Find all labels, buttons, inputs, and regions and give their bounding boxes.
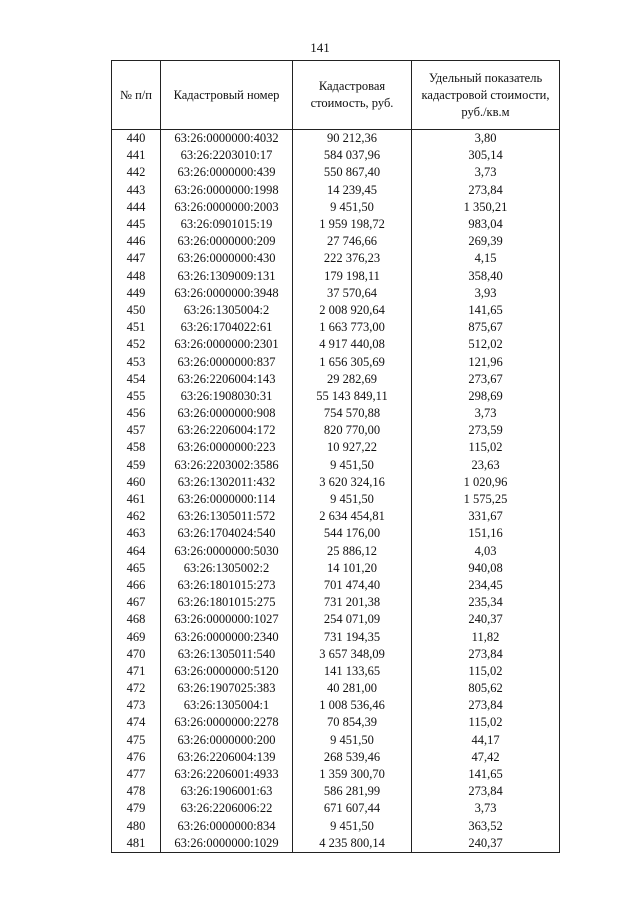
table-row — [112, 508, 560, 525]
table-row — [112, 388, 560, 405]
cadastral-number: 63:26:0901015:19 — [161, 216, 293, 233]
cadastral-value: 14 101,20 — [293, 560, 412, 577]
cadastral-number: 63:26:2206004:139 — [161, 749, 293, 766]
cadastral-number: 63:26:1907025:383 — [161, 680, 293, 697]
row-num: 443 — [112, 182, 161, 199]
cadastral-value: 544 176,00 — [293, 525, 412, 542]
table-body — [112, 130, 560, 853]
cadastral-value: 9 451,50 — [293, 732, 412, 749]
specific-indicator: 235,34 — [412, 594, 560, 611]
specific-indicator: 3,73 — [412, 405, 560, 422]
cadastral-value: 584 037,96 — [293, 147, 412, 164]
cadastral-value-table — [111, 60, 560, 853]
row-num: 451 — [112, 319, 161, 336]
table-row — [112, 680, 560, 697]
specific-indicator: 151,16 — [412, 525, 560, 542]
cadastral-value: 586 281,99 — [293, 783, 412, 800]
table-row — [112, 216, 560, 233]
cadastral-value: 671 607,44 — [293, 800, 412, 817]
table-row — [112, 714, 560, 731]
cadastral-value: 820 770,00 — [293, 422, 412, 439]
row-num: 470 — [112, 646, 161, 663]
specific-indicator: 44,17 — [412, 732, 560, 749]
table-row — [112, 147, 560, 164]
header-specific-indicator: Удельный показатель кадастровой стоимости, руб./кв.м — [412, 61, 560, 130]
specific-indicator: 298,69 — [412, 388, 560, 405]
cadastral-number: 63:26:2203010:17 — [161, 147, 293, 164]
row-num: 462 — [112, 508, 161, 525]
specific-indicator: 3,93 — [412, 285, 560, 302]
table-row — [112, 646, 560, 663]
table-row — [112, 749, 560, 766]
cadastral-value: 9 451,50 — [293, 491, 412, 508]
table-row — [112, 491, 560, 508]
cadastral-number: 63:26:0000000:2340 — [161, 628, 293, 645]
specific-indicator: 512,02 — [412, 336, 560, 353]
row-num: 442 — [112, 164, 161, 181]
specific-indicator: 234,45 — [412, 577, 560, 594]
table-row — [112, 783, 560, 800]
cadastral-number: 63:26:0000000:223 — [161, 439, 293, 456]
row-num: 457 — [112, 422, 161, 439]
table-row — [112, 233, 560, 250]
cadastral-value: 731 201,38 — [293, 594, 412, 611]
cadastral-number: 63:26:0000000:114 — [161, 491, 293, 508]
specific-indicator: 240,37 — [412, 835, 560, 853]
cadastral-number: 63:26:2206006:22 — [161, 800, 293, 817]
row-num: 474 — [112, 714, 161, 731]
cadastral-number: 63:26:0000000:1029 — [161, 835, 293, 853]
table-row — [112, 818, 560, 835]
cadastral-value: 10 927,22 — [293, 439, 412, 456]
row-num: 446 — [112, 233, 161, 250]
row-num: 472 — [112, 680, 161, 697]
row-num: 444 — [112, 199, 161, 216]
table-row — [112, 543, 560, 560]
row-num: 455 — [112, 388, 161, 405]
cadastral-value: 254 071,09 — [293, 611, 412, 628]
row-num: 454 — [112, 371, 161, 388]
cadastral-number: 63:26:0000000:908 — [161, 405, 293, 422]
cadastral-number: 63:26:0000000:439 — [161, 164, 293, 181]
table-row — [112, 766, 560, 783]
cadastral-number: 63:26:0000000:2278 — [161, 714, 293, 731]
cadastral-number: 63:26:1305002:2 — [161, 560, 293, 577]
table-row — [112, 732, 560, 749]
specific-indicator: 273,59 — [412, 422, 560, 439]
cadastral-value: 1 008 536,46 — [293, 697, 412, 714]
specific-indicator: 983,04 — [412, 216, 560, 233]
cadastral-value: 1 656 305,69 — [293, 353, 412, 370]
table-row — [112, 560, 560, 577]
table-row — [112, 525, 560, 542]
table-row — [112, 199, 560, 216]
cadastral-number: 63:26:0000000:4032 — [161, 130, 293, 148]
cadastral-number: 63:26:1305011:540 — [161, 646, 293, 663]
row-num: 473 — [112, 697, 161, 714]
row-num: 449 — [112, 285, 161, 302]
row-num: 465 — [112, 560, 161, 577]
specific-indicator: 805,62 — [412, 680, 560, 697]
row-num: 445 — [112, 216, 161, 233]
specific-indicator: 115,02 — [412, 439, 560, 456]
specific-indicator: 23,63 — [412, 457, 560, 474]
table-row — [112, 302, 560, 319]
table-row — [112, 319, 560, 336]
row-num: 450 — [112, 302, 161, 319]
cadastral-number: 63:26:0000000:209 — [161, 233, 293, 250]
cadastral-value: 9 451,50 — [293, 818, 412, 835]
cadastral-value: 2 634 454,81 — [293, 508, 412, 525]
cadastral-number: 63:26:1305011:572 — [161, 508, 293, 525]
cadastral-number: 63:26:0000000:837 — [161, 353, 293, 370]
table-row — [112, 336, 560, 353]
specific-indicator: 3,73 — [412, 800, 560, 817]
header-cadastral-value: Кадастровая стоимость, руб. — [293, 61, 412, 130]
row-num: 459 — [112, 457, 161, 474]
table-row — [112, 353, 560, 370]
specific-indicator: 269,39 — [412, 233, 560, 250]
cadastral-value: 3 620 324,16 — [293, 474, 412, 491]
row-num: 478 — [112, 783, 161, 800]
table-row — [112, 182, 560, 199]
cadastral-value: 1 663 773,00 — [293, 319, 412, 336]
cadastral-value: 2 008 920,64 — [293, 302, 412, 319]
cadastral-number: 63:26:1309009:131 — [161, 268, 293, 285]
specific-indicator: 273,84 — [412, 783, 560, 800]
cadastral-number: 63:26:1801015:275 — [161, 594, 293, 611]
cadastral-number: 63:26:1906001:63 — [161, 783, 293, 800]
table-row — [112, 130, 560, 148]
cadastral-number: 63:26:0000000:430 — [161, 250, 293, 267]
cadastral-number: 63:26:0000000:1027 — [161, 611, 293, 628]
cadastral-number: 63:26:0000000:5120 — [161, 663, 293, 680]
specific-indicator: 331,67 — [412, 508, 560, 525]
specific-indicator: 358,40 — [412, 268, 560, 285]
cadastral-number: 63:26:1704022:61 — [161, 319, 293, 336]
row-num: 452 — [112, 336, 161, 353]
specific-indicator: 4,03 — [412, 543, 560, 560]
specific-indicator: 141,65 — [412, 302, 560, 319]
row-num: 469 — [112, 628, 161, 645]
row-num: 476 — [112, 749, 161, 766]
table-row — [112, 371, 560, 388]
cadastral-value: 179 198,11 — [293, 268, 412, 285]
cadastral-value: 27 746,66 — [293, 233, 412, 250]
cadastral-number: 63:26:0000000:3948 — [161, 285, 293, 302]
header-cadastral-number: Кадастровый номер — [161, 61, 293, 130]
row-num: 441 — [112, 147, 161, 164]
specific-indicator: 3,80 — [412, 130, 560, 148]
specific-indicator: 11,82 — [412, 628, 560, 645]
table-row — [112, 594, 560, 611]
cadastral-value: 4 235 800,14 — [293, 835, 412, 853]
cadastral-value: 1 959 198,72 — [293, 216, 412, 233]
table-row — [112, 164, 560, 181]
specific-indicator: 273,67 — [412, 371, 560, 388]
row-num: 471 — [112, 663, 161, 680]
specific-indicator: 273,84 — [412, 697, 560, 714]
cadastral-value: 731 194,35 — [293, 628, 412, 645]
cadastral-value: 55 143 849,11 — [293, 388, 412, 405]
table-row — [112, 628, 560, 645]
cadastral-value: 25 886,12 — [293, 543, 412, 560]
cadastral-number: 63:26:1305004:1 — [161, 697, 293, 714]
cadastral-number: 63:26:1305004:2 — [161, 302, 293, 319]
cadastral-value: 3 657 348,09 — [293, 646, 412, 663]
specific-indicator: 363,52 — [412, 818, 560, 835]
cadastral-number: 63:26:2206004:172 — [161, 422, 293, 439]
cadastral-number: 63:26:0000000:2301 — [161, 336, 293, 353]
specific-indicator: 4,15 — [412, 250, 560, 267]
row-num: 468 — [112, 611, 161, 628]
cadastral-number: 63:26:0000000:5030 — [161, 543, 293, 560]
cadastral-number: 63:26:0000000:834 — [161, 818, 293, 835]
specific-indicator: 305,14 — [412, 147, 560, 164]
cadastral-value: 37 570,64 — [293, 285, 412, 302]
table-row — [112, 405, 560, 422]
row-num: 447 — [112, 250, 161, 267]
specific-indicator: 273,84 — [412, 182, 560, 199]
row-num: 463 — [112, 525, 161, 542]
specific-indicator: 240,37 — [412, 611, 560, 628]
row-num: 464 — [112, 543, 161, 560]
specific-indicator: 1 350,21 — [412, 199, 560, 216]
table-row — [112, 835, 560, 853]
row-num: 460 — [112, 474, 161, 491]
cadastral-value: 268 539,46 — [293, 749, 412, 766]
specific-indicator: 1 020,96 — [412, 474, 560, 491]
row-num: 477 — [112, 766, 161, 783]
row-num: 466 — [112, 577, 161, 594]
specific-indicator: 1 575,25 — [412, 491, 560, 508]
cadastral-number: 63:26:1302011:432 — [161, 474, 293, 491]
row-num: 440 — [112, 130, 161, 148]
table-row — [112, 457, 560, 474]
specific-indicator: 47,42 — [412, 749, 560, 766]
specific-indicator: 273,84 — [412, 646, 560, 663]
cadastral-number: 63:26:0000000:2003 — [161, 199, 293, 216]
cadastral-value: 701 474,40 — [293, 577, 412, 594]
page-number: 141 — [310, 40, 330, 55]
cadastral-number: 63:26:2203002:3586 — [161, 457, 293, 474]
cadastral-number: 63:26:2206004:143 — [161, 371, 293, 388]
cadastral-value: 29 282,69 — [293, 371, 412, 388]
table-row — [112, 577, 560, 594]
cadastral-value: 141 133,65 — [293, 663, 412, 680]
row-num: 456 — [112, 405, 161, 422]
cadastral-number: 63:26:1704024:540 — [161, 525, 293, 542]
table-row — [112, 439, 560, 456]
table-row — [112, 697, 560, 714]
specific-indicator: 115,02 — [412, 663, 560, 680]
table-row — [112, 800, 560, 817]
table-header-row — [112, 61, 560, 130]
cadastral-number: 63:26:1801015:273 — [161, 577, 293, 594]
table-row — [112, 285, 560, 302]
specific-indicator: 940,08 — [412, 560, 560, 577]
cadastral-number: 63:26:0000000:200 — [161, 732, 293, 749]
row-num: 467 — [112, 594, 161, 611]
header-num: № п/п — [112, 61, 161, 130]
cadastral-number: 63:26:0000000:1998 — [161, 182, 293, 199]
row-num: 480 — [112, 818, 161, 835]
cadastral-number: 63:26:1908030:31 — [161, 388, 293, 405]
row-num: 481 — [112, 835, 161, 853]
cadastral-value: 40 281,00 — [293, 680, 412, 697]
table-row — [112, 611, 560, 628]
row-num: 475 — [112, 732, 161, 749]
specific-indicator: 141,65 — [412, 766, 560, 783]
row-num: 453 — [112, 353, 161, 370]
row-num: 448 — [112, 268, 161, 285]
table-row — [112, 250, 560, 267]
cadastral-value: 222 376,23 — [293, 250, 412, 267]
cadastral-number: 63:26:2206001:4933 — [161, 766, 293, 783]
row-num: 461 — [112, 491, 161, 508]
cadastral-value: 70 854,39 — [293, 714, 412, 731]
row-num: 458 — [112, 439, 161, 456]
cadastral-value: 754 570,88 — [293, 405, 412, 422]
cadastral-value: 4 917 440,08 — [293, 336, 412, 353]
table-row — [112, 663, 560, 680]
cadastral-value: 550 867,40 — [293, 164, 412, 181]
specific-indicator: 121,96 — [412, 353, 560, 370]
specific-indicator: 875,67 — [412, 319, 560, 336]
specific-indicator: 3,73 — [412, 164, 560, 181]
cadastral-value: 90 212,36 — [293, 130, 412, 148]
specific-indicator: 115,02 — [412, 714, 560, 731]
table-row — [112, 268, 560, 285]
table-row — [112, 422, 560, 439]
cadastral-value: 9 451,50 — [293, 457, 412, 474]
table-row — [112, 474, 560, 491]
cadastral-value: 1 359 300,70 — [293, 766, 412, 783]
cadastral-value: 9 451,50 — [293, 199, 412, 216]
cadastral-value: 14 239,45 — [293, 182, 412, 199]
row-num: 479 — [112, 800, 161, 817]
